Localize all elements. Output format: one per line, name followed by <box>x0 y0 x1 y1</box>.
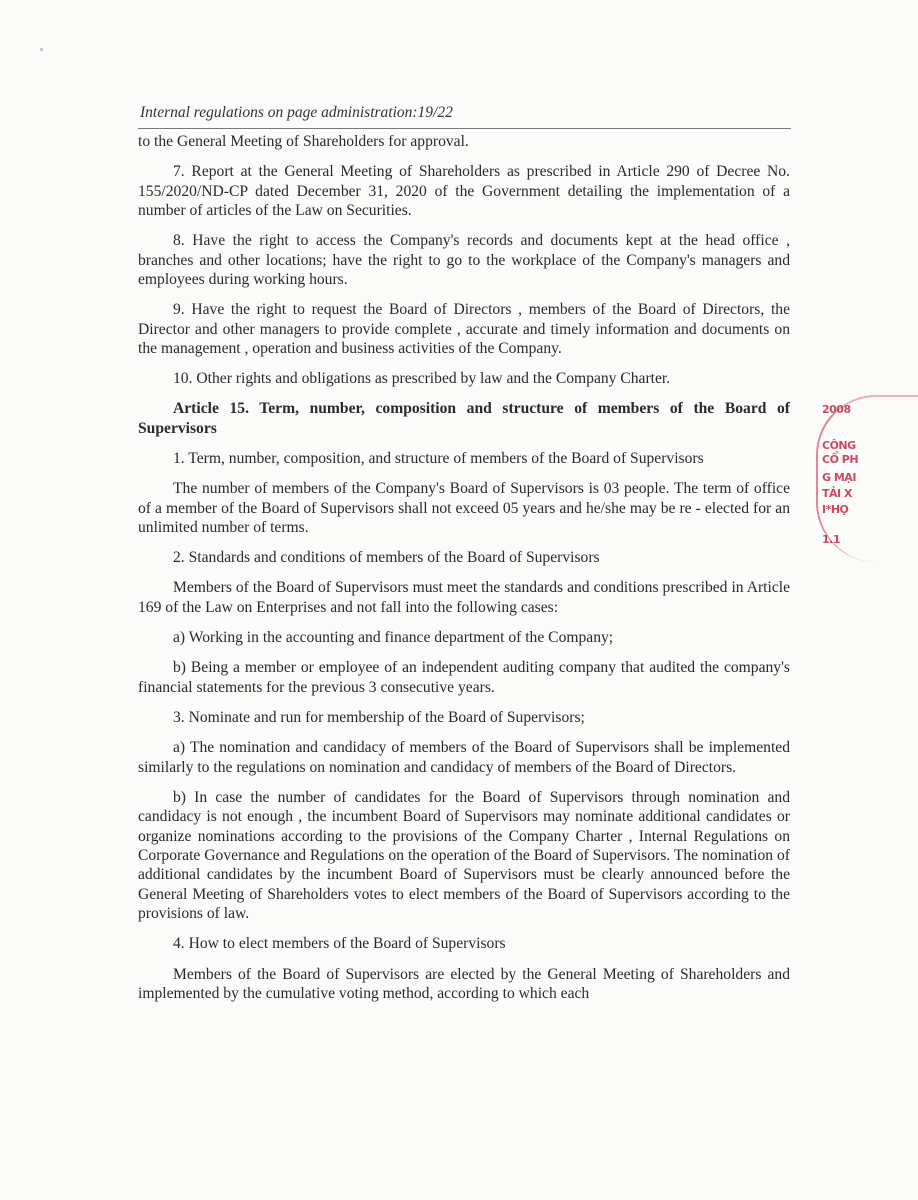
paragraph: 1. Term, number, composition, and structure of members of the Board of Supervisors <box>173 450 704 468</box>
article-heading: Article 15. Term, number, composition and structure of members of the Board of Supervisors <box>138 400 790 437</box>
seal-text: CỔ PH <box>822 453 859 466</box>
paragraph: b) In case the number of candidates for the Board of Supervisors through nomination and candidacy is not enough , the incumbent Board of Supervisors may nominate additional candidates or organize nominations according to the provisions of the Company Charter , Internal Regulations on Corporate Governance and Regulations on the operation of the Board of Supervisors. The nomination of additional candidates by the incumbent Board of Supervisors must be clearly announced before the General Meeting of Shareholders votes to elect members of the Board of Supervisors according to the provisions of law. <box>138 788 790 923</box>
paragraph: 2. Standards and conditions of members of the Board of Supervisors <box>173 549 600 567</box>
paragraph: to the General Meeting of Shareholders for approval. <box>138 133 469 150</box>
paragraph: b) Being a member or employee of an independent auditing company that audited the company's financial statements for the previous 3 consecutive years. <box>138 659 790 696</box>
paragraph: 4. How to elect members of the Board of Supervisors <box>173 935 506 953</box>
company-seal <box>812 395 859 555</box>
seal-text: 1.1 <box>822 533 840 546</box>
seal-text: CÔNG <box>822 439 856 452</box>
paragraph: Members of the Board of Supervisors are elected by the General Meeting of Shareholders and implemented by the cumulative voting method, according to which each <box>138 965 790 1002</box>
paragraph: a) The nomination and candidacy of members of the Board of Supervisors shall be implemented similarly to the regulations on nomination and candidacy of members of the Board of Directors. <box>138 739 790 776</box>
paragraph: The number of members of the Company's Board of Supervisors is 03 people. The term of office of a member of the Board of Supervisors shall not exceed 05 years and he/she may be re - elected for an unlimited number of terms. <box>138 480 790 537</box>
paragraph: Members of the Board of Supervisors must meet the standards and conditions prescribed in Article 169 of the Law on Enterprises and not fall into the following cases: <box>138 579 790 616</box>
paragraph: 8. Have the right to access the Company's records and documents kept at the head office , branches and other locations; have the right to go to the workplace of the Company's managers and employees during working hours. <box>138 232 790 289</box>
seal-text: TẢI X <box>822 487 852 500</box>
seal-text: 2008 <box>822 403 851 416</box>
page-header: Internal regulations on page administration:19/22 <box>140 104 453 121</box>
document-body <box>138 132 790 1014</box>
paragraph: 9. Have the right to request the Board of Directors , members of the Board of Directors, the Director and other managers to provide complete , accurate and timely information and documents on the management , operation and business activities of the Company. <box>138 301 790 358</box>
paragraph: 10. Other rights and obligations as prescribed by law and the Company Charter. <box>173 370 671 388</box>
paragraph: 7. Report at the General Meeting of Shareholders as prescribed in Article 290 of Decree No. 155/2020/ND-CP dated December 31, 2020 of the Government detailing the implementation of a number of articles of the Law on Securities. <box>138 163 790 220</box>
paragraph: 3. Nominate and run for membership of the Board of Supervisors; <box>173 708 585 726</box>
header-rule <box>138 128 791 129</box>
paragraph: a) Working in the accounting and finance department of the Company; <box>173 629 614 647</box>
scan-speck <box>40 48 43 51</box>
seal-text: I*HỌ <box>822 503 849 516</box>
seal-text: G MẠI <box>822 471 856 484</box>
